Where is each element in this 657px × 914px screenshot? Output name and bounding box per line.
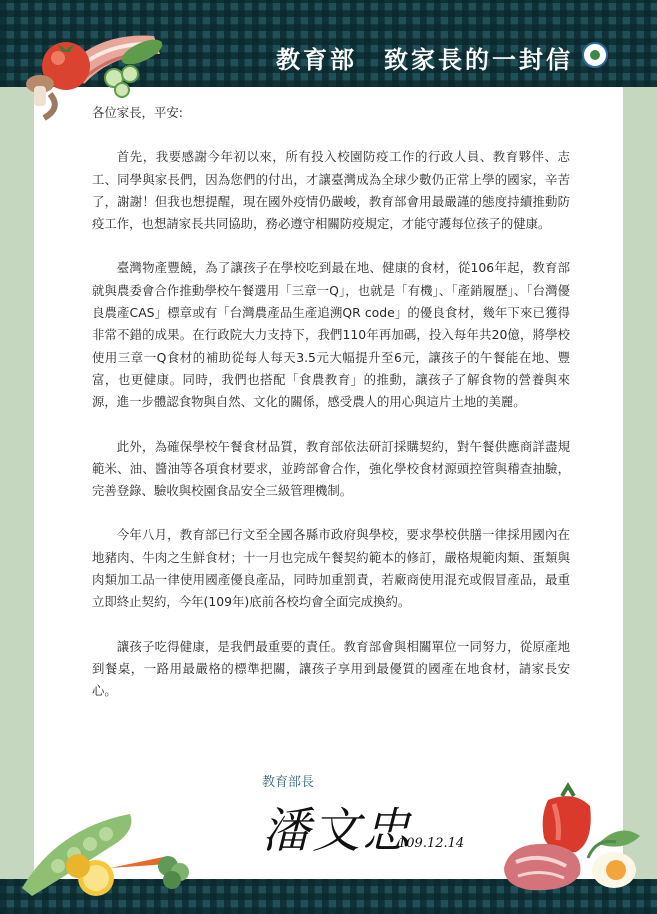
letter-greeting: 各位家長，平安: bbox=[92, 105, 183, 120]
ministry-of-education-emblem-icon bbox=[582, 42, 608, 68]
bottom-right-food-illustration bbox=[500, 782, 650, 894]
letter-paragraph-5: 讓孩子吃得健康，是我們最重要的責任。教育部會與相關單位一同努力，從原產地到餐桌，一路用最嚴格的標準把關，讓孩子享用到最優質的國產在地食材，請家長安心。 bbox=[92, 638, 570, 699]
left-border bbox=[0, 87, 34, 879]
letter-title: 教育部 致家長的一封信 bbox=[276, 46, 573, 74]
letter-paragraph-2: 臺灣物產豐饒，為了讓孩子在學校吃到最在地、健康的食材，從106年起，教育部就與農委會合作推動學校午餐選用「三章一Q」，也就是「有機」、「產銷履歷」、「台灣優良農產CAS」標章或有「台灣農產品生產追溯QR code」的優良食材，幾年下來已獲得非常不錯的成果。在行政院大力支持下，我們110年再加碼，投入每年共20億，將學校使用三章一Q食材的補助從每人每天3.5元大幅提升至6元，讓孩子的午餐能在地、豐富，也更健康。同時，我們也搭配「食農教育」的推動，讓孩子了解食物的營養與來源，進一步體認食物與自然、文化的關係，感受農人的用心與這片土地的美麗。 bbox=[92, 260, 570, 410]
red-pepper-icon bbox=[543, 786, 591, 853]
herb-icon bbox=[158, 856, 189, 889]
signature-date: 109.12.14 bbox=[398, 836, 465, 851]
lemon-icon bbox=[66, 854, 114, 896]
letter-paragraph-4: 今年八月，教育部已行文至全國各縣市政府與學校，要求學校供膳一律採用國內在地豬肉、牛肉之生鮮食材；十一月也完成午餐契約範本的修訂，嚴格規範肉類、蛋類與肉類加工品一律使用國產優良產品，同時加重罰責，若廠商使用混充或假冒產品，最重立即終止契約，今年(109年)底前各校均會全面完成換約。 bbox=[92, 527, 570, 610]
letter-body bbox=[92, 102, 570, 725]
letter-paragraph-3: 此外，為確保學校午餐食材品質，教育部依法研訂採購契約，對午餐供應商詳盡規範米、油、醬油等各項食材要求，並跨部會合作，強化學校食材源頭控管與稽查抽驗，完善登錄、驗收與校園食品安全三級管理機制。 bbox=[92, 438, 570, 499]
steak-icon bbox=[504, 844, 580, 890]
right-border bbox=[623, 87, 657, 879]
letter-paragraph-1: 首先，我要感謝今年初以來，所有投入校園防疫工作的行政人員、教育夥伴、志工、同學與家長們，因為您們的付出，才讓臺灣成為全球少數仍正常上學的國家，辛苦了，謝謝！但我也想提醒，現在國外疫情仍嚴峻，教育部會用最嚴謹的態度持續推動防疫工作，也想請家長共同協助，務必遵守相關防疫規定，才能守護每位孩子的健康。 bbox=[92, 149, 570, 232]
signatory-title: 教育部長 bbox=[262, 775, 315, 790]
handwritten-signature: 潘文忠 bbox=[262, 803, 413, 859]
mushroom-icon bbox=[26, 75, 55, 118]
egg-icon bbox=[592, 852, 636, 888]
bottom-left-food-illustration bbox=[18, 808, 198, 898]
